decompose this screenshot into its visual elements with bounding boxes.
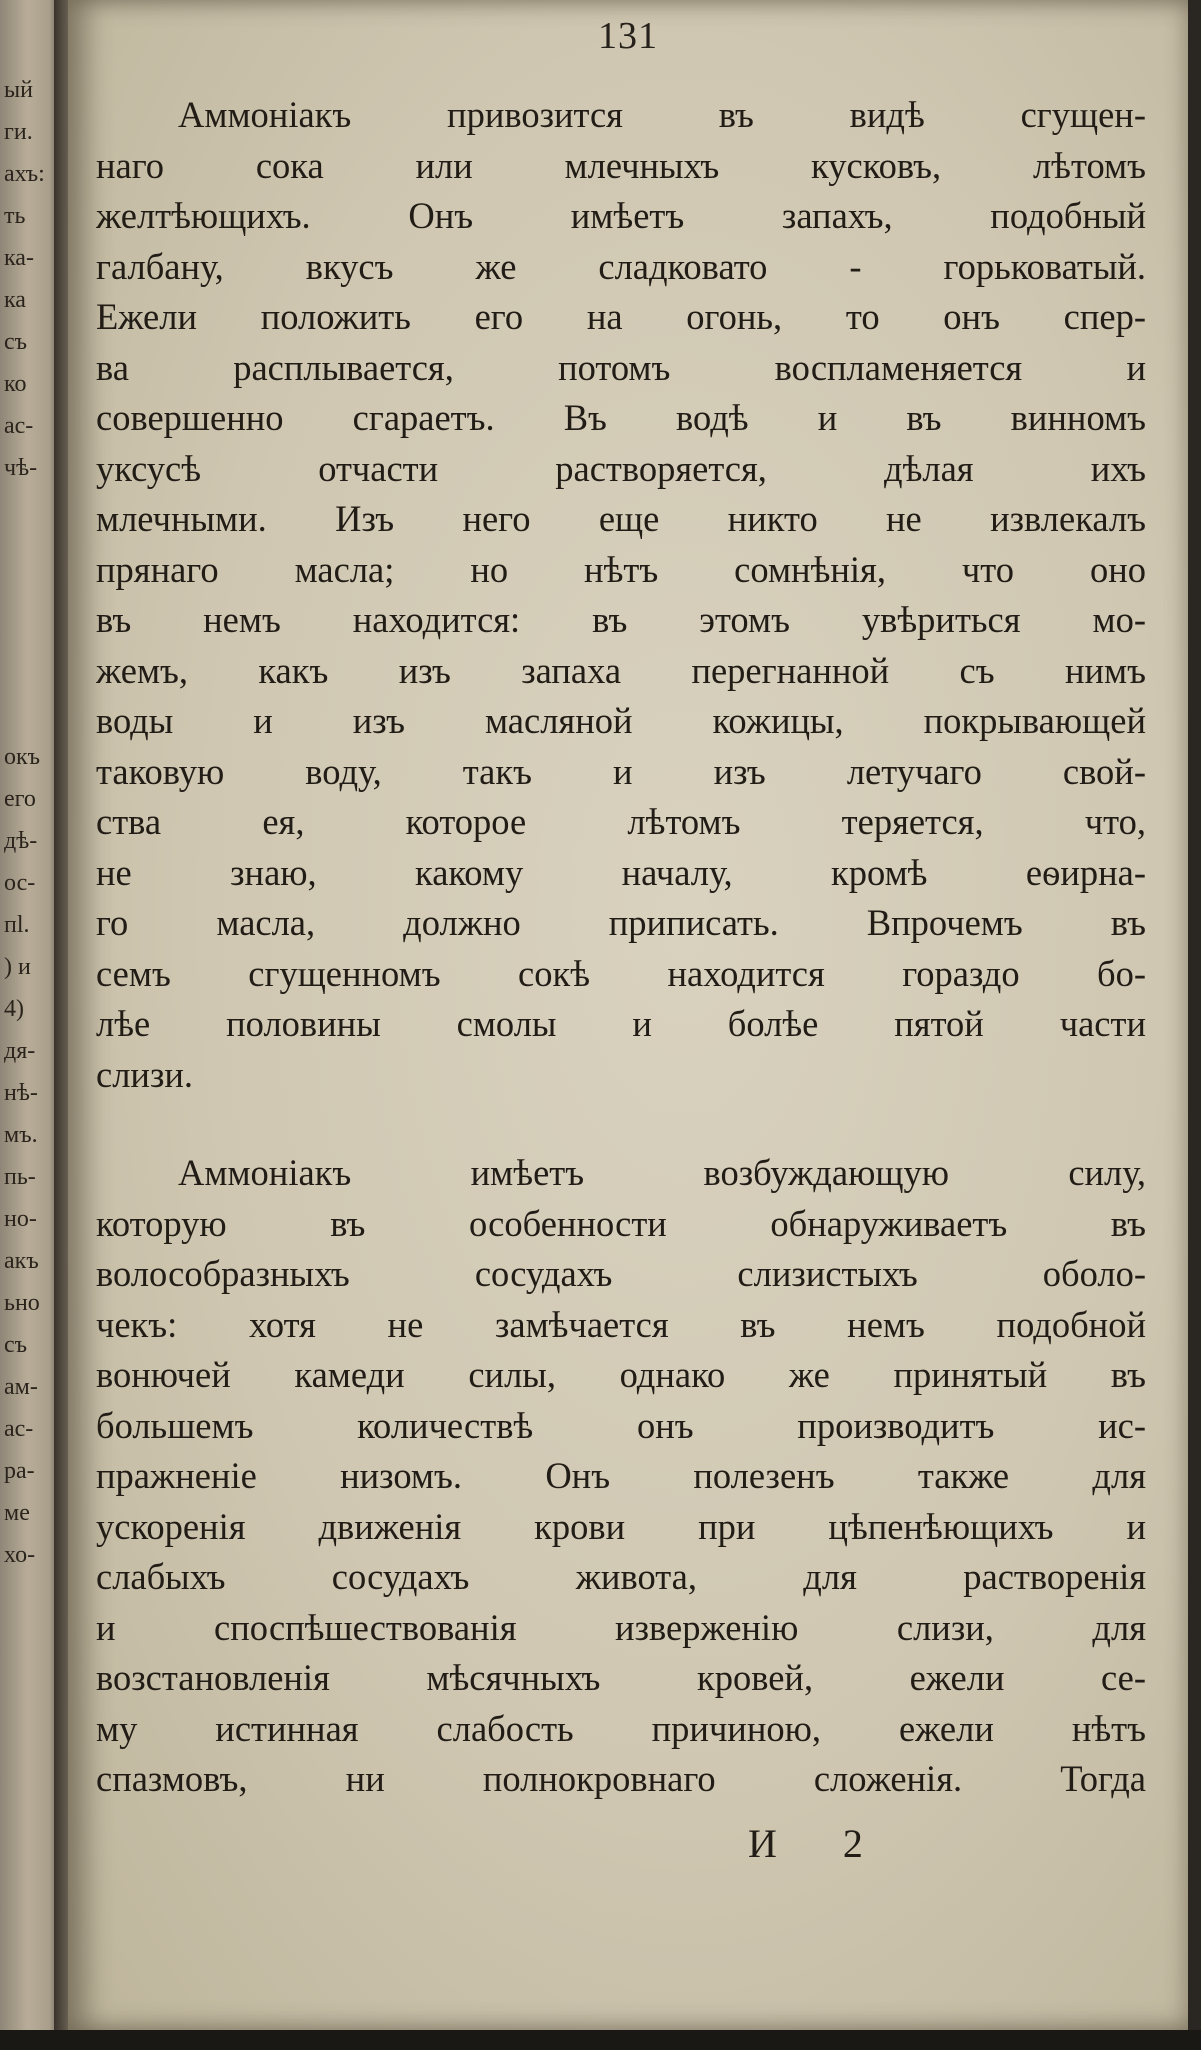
fragment: чѣ-: [4, 456, 38, 481]
text-line: спазмовъ, ни полнокровнаго сложенія. Тогда: [96, 1758, 1146, 1799]
scan-bottom-edge: [0, 2030, 1201, 2050]
fragment: ко: [4, 372, 27, 397]
text-line: возстановленія мѣсячныхъ кровей, ежели се-: [96, 1657, 1146, 1698]
text-line: таковую воду, такъ и изъ летучаго свой-: [96, 750, 1146, 792]
fragment: ме: [4, 1501, 30, 1526]
text-line: которую въ особенности обнаруживаетъ въ: [96, 1202, 1146, 1244]
previous-page-fragments-top: [4, 78, 54, 498]
text-line: ускоренія движенія крови при цѣпенѣющихъ и: [96, 1505, 1146, 1547]
fragment: хо-: [4, 1543, 36, 1568]
fragment: съ: [4, 330, 28, 355]
text-line: вонючей камеди силы, однако же принятый въ: [96, 1354, 1146, 1395]
fragment: дя-: [4, 1039, 36, 1064]
text-line: Аммоніакъ имѣетъ возбуждающую силу,: [178, 1152, 1146, 1193]
text-line: му истинная слабость причиною, ежели нѣтъ: [96, 1707, 1146, 1749]
fragment: 4): [4, 997, 24, 1022]
fragment: его: [4, 787, 36, 812]
text-line: млечными. Изъ него еще никто не извлекалъ: [96, 498, 1146, 539]
fragment: нѣ-: [4, 1081, 38, 1106]
text-line: пражненіе низомъ. Онъ полезенъ также для: [96, 1455, 1146, 1496]
fragment: акъ: [4, 1249, 39, 1274]
paragraph-ammoniac-description: [96, 90, 1146, 1100]
fragment: ) и: [4, 955, 31, 980]
text-line: ва расплывается, потомъ воспламеняется и: [96, 346, 1146, 388]
text-line: совершенно сгараетъ. Въ водѣ и въ винномъ: [96, 397, 1146, 438]
book-page: [68, 0, 1188, 2030]
text-line: волособразныхъ сосудахъ слизистыхъ оболо-: [96, 1253, 1146, 1294]
text-line: желтѣющихъ. Онъ имѣетъ запахъ, подобный: [96, 195, 1146, 236]
text-line: слабыхъ сосудахъ живота, для растворенія: [96, 1556, 1146, 1597]
previous-page-edge: [0, 0, 62, 2050]
text-line: чекъ: хотя не замѣчается въ немъ подобной: [96, 1303, 1146, 1345]
text-line: слизи.: [96, 1053, 194, 1095]
fragment: ос-: [4, 871, 36, 896]
previous-page-fragments-bottom: [4, 745, 54, 1585]
text-line: прянаго масла; но нѣтъ сомнѣнія, что оно: [96, 548, 1146, 590]
fragment: пь-: [4, 1165, 36, 1190]
page-number: 131: [598, 15, 658, 57]
fragment: съ: [4, 1333, 28, 1358]
text-line: лѣе половины смолы и болѣе пятой части: [96, 1003, 1146, 1044]
fragment: мъ.: [4, 1123, 38, 1148]
text-line: галбану, вкусъ же сладковато - горьковатый.: [96, 245, 1146, 287]
fragment: ьно: [4, 1291, 40, 1316]
text-line: Аммоніакъ привозится въ видѣ сгущен-: [178, 94, 1146, 135]
text-line: воды и изъ масляной кожицы, покрывающей: [96, 700, 1146, 741]
fragment: ра-: [4, 1459, 35, 1484]
text-line: не знаю, какому началу, кромѣ еѳирна-: [96, 851, 1146, 893]
fragment: ам-: [4, 1375, 38, 1400]
fragment: ка-: [4, 246, 34, 271]
fragment: окъ: [4, 745, 41, 770]
fragment: ка: [4, 288, 26, 313]
text-line: большемъ количествѣ онъ производитъ ис-: [96, 1404, 1146, 1446]
fragment: дѣ-: [4, 829, 38, 854]
text-line: ства ея, которое лѣтомъ теряется, что,: [96, 801, 1146, 842]
paragraph-ammoniac-effects: [96, 1148, 1146, 1805]
text-line: уксусѣ отчасти растворяется, дѣлая ихъ: [96, 447, 1146, 489]
fragment: ас-: [4, 414, 34, 439]
text-line: въ немъ находится: въ этомъ увѣриться мо-: [96, 599, 1146, 640]
fragment: ть: [4, 204, 26, 229]
text-line: го масла, должно приписать. Впрочемъ въ: [96, 902, 1146, 943]
text-line: наго сока или млечныхъ кусковъ, лѣтомъ: [96, 144, 1146, 186]
fragment: пl.: [4, 913, 30, 938]
text-line: Ежели положить его на огонь, то онъ спер-: [96, 296, 1146, 337]
text-line: семъ сгущенномъ сокѣ находится гораздо бо-: [96, 952, 1146, 994]
text-line: жемъ, какъ изъ запаха перегнанной съ нимъ: [96, 649, 1146, 691]
signature-mark: И 2: [748, 1821, 891, 1866]
text-line: и споспѣшествованія изверженію слизи, для: [96, 1606, 1146, 1648]
fragment: ый: [4, 78, 33, 103]
fragment: ахъ:: [4, 162, 45, 187]
fragment: но-: [4, 1207, 37, 1232]
fragment: ас-: [4, 1417, 34, 1442]
fragment: ги.: [4, 120, 33, 145]
